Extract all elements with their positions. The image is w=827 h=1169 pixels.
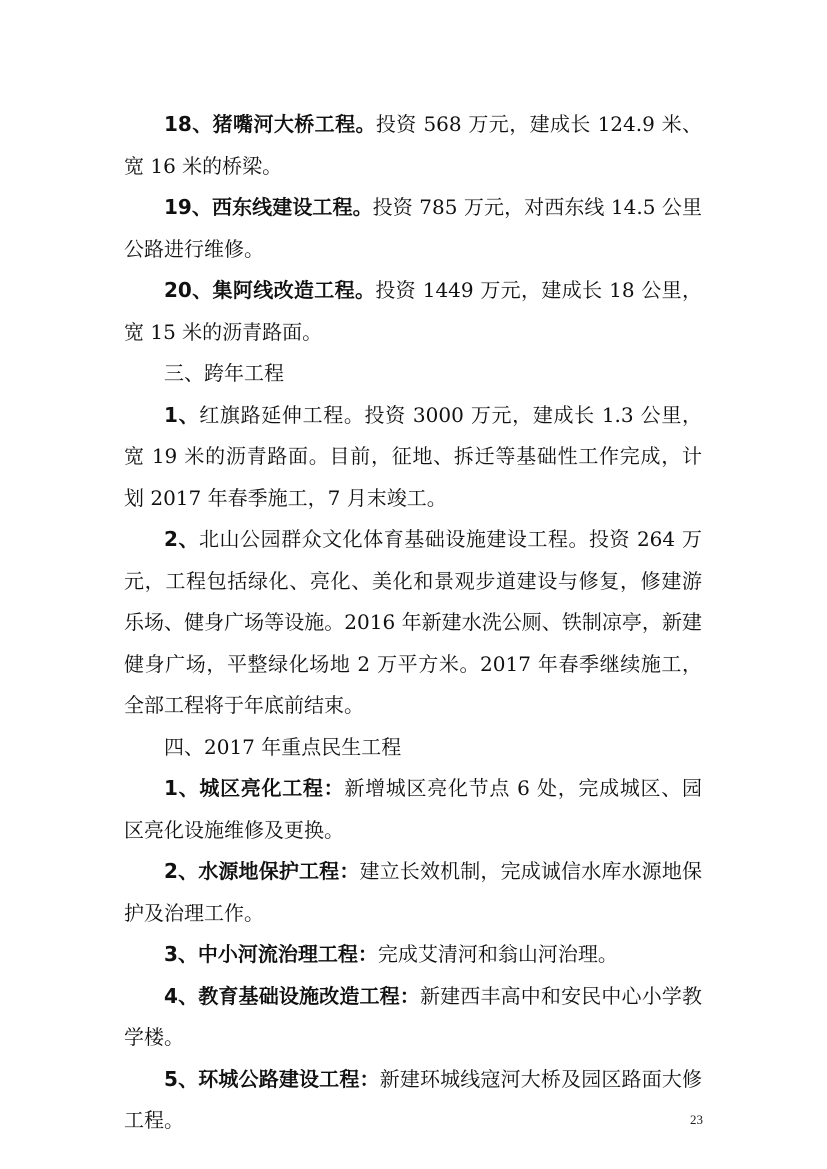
paragraph-19 [124, 187, 702, 270]
section-heading-4: 四、2017 年重点民生工程 [164, 734, 402, 759]
livelihood-text-2: 建立长效机制，完成诚信水库水源地保护及治理工作。 [124, 859, 702, 925]
heading-20: 20、集阿线改造工程。 [164, 278, 376, 302]
cross-year-num-1: 1、 [164, 402, 200, 427]
text-19: 投资 785 万元，对西东线 14.5 公里公路进行维修。 [124, 195, 702, 261]
livelihood-item-4 [124, 976, 702, 1059]
livelihood-item-5 [124, 1059, 702, 1142]
cross-year-item-2 [124, 519, 702, 727]
heading-19: 19、西东线建设工程。 [164, 195, 373, 219]
livelihood-heading-3: 3、中小河流治理工程： [164, 942, 378, 966]
livelihood-heading-2: 2、水源地保护工程： [164, 859, 360, 883]
livelihood-text-1: 新增城区亮化节点 6 处，完成城区、园区亮化设施维修及更换。 [124, 776, 702, 842]
section-heading-3: 三、跨年工程 [164, 361, 284, 385]
cross-year-item-1 [124, 395, 702, 520]
livelihood-text-4: 新建西丰高中和安民中心小学教学楼。 [124, 983, 703, 1049]
document-body [124, 104, 702, 1142]
heading-18: 18、猪嘴河大桥工程。 [164, 112, 376, 136]
livelihood-heading-5: 5、环城公路建设工程： [164, 1066, 380, 1091]
cross-year-num-2: 2、 [164, 527, 199, 551]
text-20: 投资 1449 万元，建成长 18 公里，宽 15 米的沥青路面。 [124, 278, 702, 344]
text-18: 投资 568 万元，建成长 124.9 米、宽 16 米的桥梁。 [124, 112, 702, 178]
page-number: 23 [690, 1112, 703, 1127]
livelihood-heading-4: 4、教育基础设施改造工程： [164, 983, 420, 1008]
cross-year-text-1: 红旗路延伸工程。投资 3000 万元，建成长 1.3 公里，宽 19 米的沥青路面。目前，征地、拆迁等基础性工作完成，计划 2017 年春季施工，7 月末竣工。 [124, 402, 702, 510]
livelihood-item-1 [124, 768, 702, 851]
paragraph-20 [124, 270, 702, 353]
paragraph-18 [124, 104, 702, 187]
livelihood-heading-1: 1、城区亮化工程： [164, 776, 345, 800]
livelihood-item-2 [124, 851, 702, 934]
livelihood-text-5: 新建环城线寇河大桥及园区路面大修工程。 [124, 1066, 703, 1132]
livelihood-text-3: 完成艾清河和翁山河治理。 [377, 942, 618, 966]
cross-year-text-2: 北山公园群众文化体育基础设施建设工程。投资 264 万元，工程包括绿化、亮化、美化和景观步道建设与修复，修建游乐场、健身广场等设施。2016 年新建水洗公厕、铁制凉亭，新建健身广场，平整绿化场地 2 万平方米。2017 年春季继续施工，全部工程将于年底前结束。 [124, 527, 703, 717]
livelihood-item-3 [124, 934, 702, 976]
